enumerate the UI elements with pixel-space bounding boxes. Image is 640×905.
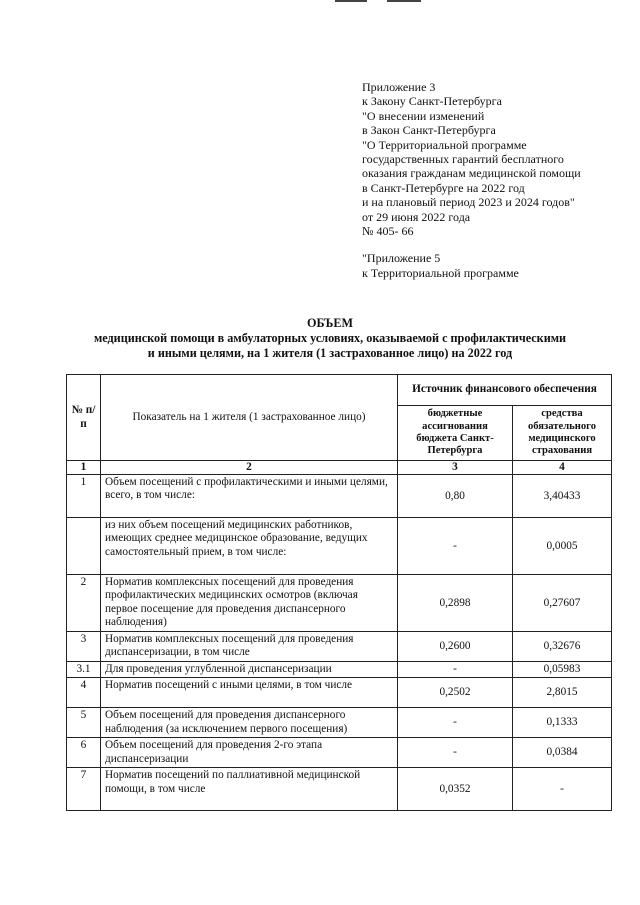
table-row: [67, 518, 612, 575]
document-title: [60, 316, 600, 361]
column-number: 2: [101, 461, 398, 475]
table-row: [67, 475, 612, 518]
table-row: [67, 662, 612, 678]
title-line: медицинской помощи в амбулаторных условиях, оказываемой с профилактическими: [93, 331, 567, 345]
column-number: 3: [398, 461, 513, 475]
row-budget: -: [398, 518, 513, 575]
table-row: [67, 738, 612, 768]
row-budget: 0,2898: [398, 575, 513, 632]
row-text: Норматив посещений с иными целями, в том числе: [101, 678, 398, 708]
row-oms: 3,40433: [513, 475, 612, 518]
row-num: 3: [67, 632, 101, 662]
row-num: 2: [67, 575, 101, 632]
row-budget: -: [398, 738, 513, 768]
table-header-row: [67, 375, 612, 406]
row-budget: 0,2600: [398, 632, 513, 662]
row-budget: 0,0352: [398, 768, 513, 811]
appendix-line: Приложение 3: [362, 80, 436, 94]
table-row: [67, 768, 612, 811]
table-row: [67, 678, 612, 708]
header-oms: средства обязательного медицинского страхования: [513, 406, 612, 461]
table-row: [67, 708, 612, 738]
row-budget: -: [398, 662, 513, 678]
appendix-line: и на плановый период 2023 и 2024 годов": [362, 195, 575, 210]
row-num: 4: [67, 678, 101, 708]
row-oms: 2,8015: [513, 678, 612, 708]
appendix-block: [362, 80, 632, 280]
header-budget: бюджетные ассигнования бюджета Санкт-Петербурга: [398, 406, 513, 461]
row-text: Норматив комплексных посещений для проведения диспансеризации, в том числе: [101, 632, 398, 662]
row-oms: -: [513, 768, 612, 811]
row-text: Норматив комплексных посещений для проведения профилактических медицинских осмотров (включая первое посещение для проведения диспансерного наблюдения): [101, 575, 398, 632]
header-source: Источник финансового обеспечения: [398, 375, 612, 406]
row-oms: 0,27607: [513, 575, 612, 632]
column-number: 1: [67, 461, 101, 475]
row-oms: 0,0005: [513, 518, 612, 575]
appendix-sub-line: к Территориальной программе: [362, 265, 519, 280]
title-heading: ОБЪЕМ: [306, 316, 354, 330]
volume-table: [66, 374, 612, 811]
row-text: из них объем посещений медицинских работников, имеющих среднее медицинское образование, ведущих самостоятельный прием, в том числе:: [101, 518, 398, 575]
appendix-line: в Санкт-Петербурге на 2022 год: [362, 180, 525, 195]
row-text: Объем посещений с профилактическими и иными целями, всего, в том числе:: [101, 475, 398, 518]
row-text: Для проведения углубленной диспансеризации: [101, 662, 398, 678]
top-edge-mark: [335, 0, 425, 6]
row-text: Объем посещений для проведения диспансерного наблюдения (за исключением первого посещения): [101, 708, 398, 738]
appendix-number: № 405- 66: [362, 224, 414, 239]
header-num: № п/п: [67, 375, 101, 461]
row-oms: 0,1333: [513, 708, 612, 738]
row-budget: -: [398, 708, 513, 738]
appendix-line: к Закону Санкт-Петербурга: [362, 94, 502, 109]
row-budget: 0,2502: [398, 678, 513, 708]
row-oms: 0,0384: [513, 738, 612, 768]
row-num: 6: [67, 738, 101, 768]
table-row: [67, 632, 612, 662]
row-num: [67, 518, 101, 575]
column-number: 4: [513, 461, 612, 475]
header-indicator: Показатель на 1 жителя (1 застрахованное лицо): [101, 375, 398, 461]
appendix-date: от 29 июня 2022 года: [362, 209, 471, 224]
row-budget: 0,80: [398, 475, 513, 518]
row-num: 7: [67, 768, 101, 811]
row-num: 1: [67, 475, 101, 518]
row-text: Норматив посещений по паллиативной медицинской помощи, в том числе: [101, 768, 398, 811]
table-row: [67, 575, 612, 632]
appendix-line: в Закон Санкт-Петербурга: [362, 123, 496, 138]
appendix-sub-line: "Приложение 5: [362, 251, 441, 266]
appendix-line: "О Территориальной программе: [362, 137, 527, 152]
row-oms: 0,32676: [513, 632, 612, 662]
row-num: 3.1: [67, 662, 101, 678]
row-num: 5: [67, 708, 101, 738]
row-text: Объем посещений для проведения 2-го этапа диспансеризации: [101, 738, 398, 768]
row-oms: 0,05983: [513, 662, 612, 678]
appendix-line: государственных гарантий бесплатного: [362, 152, 564, 167]
column-number-row: [67, 461, 612, 475]
title-line: и иными целями, на 1 жителя (1 застрахованное лицо) на 2022 год: [147, 346, 513, 360]
appendix-line: оказания гражданам медицинской помощи: [362, 166, 581, 181]
appendix-line: "О внесении изменений: [362, 108, 485, 123]
